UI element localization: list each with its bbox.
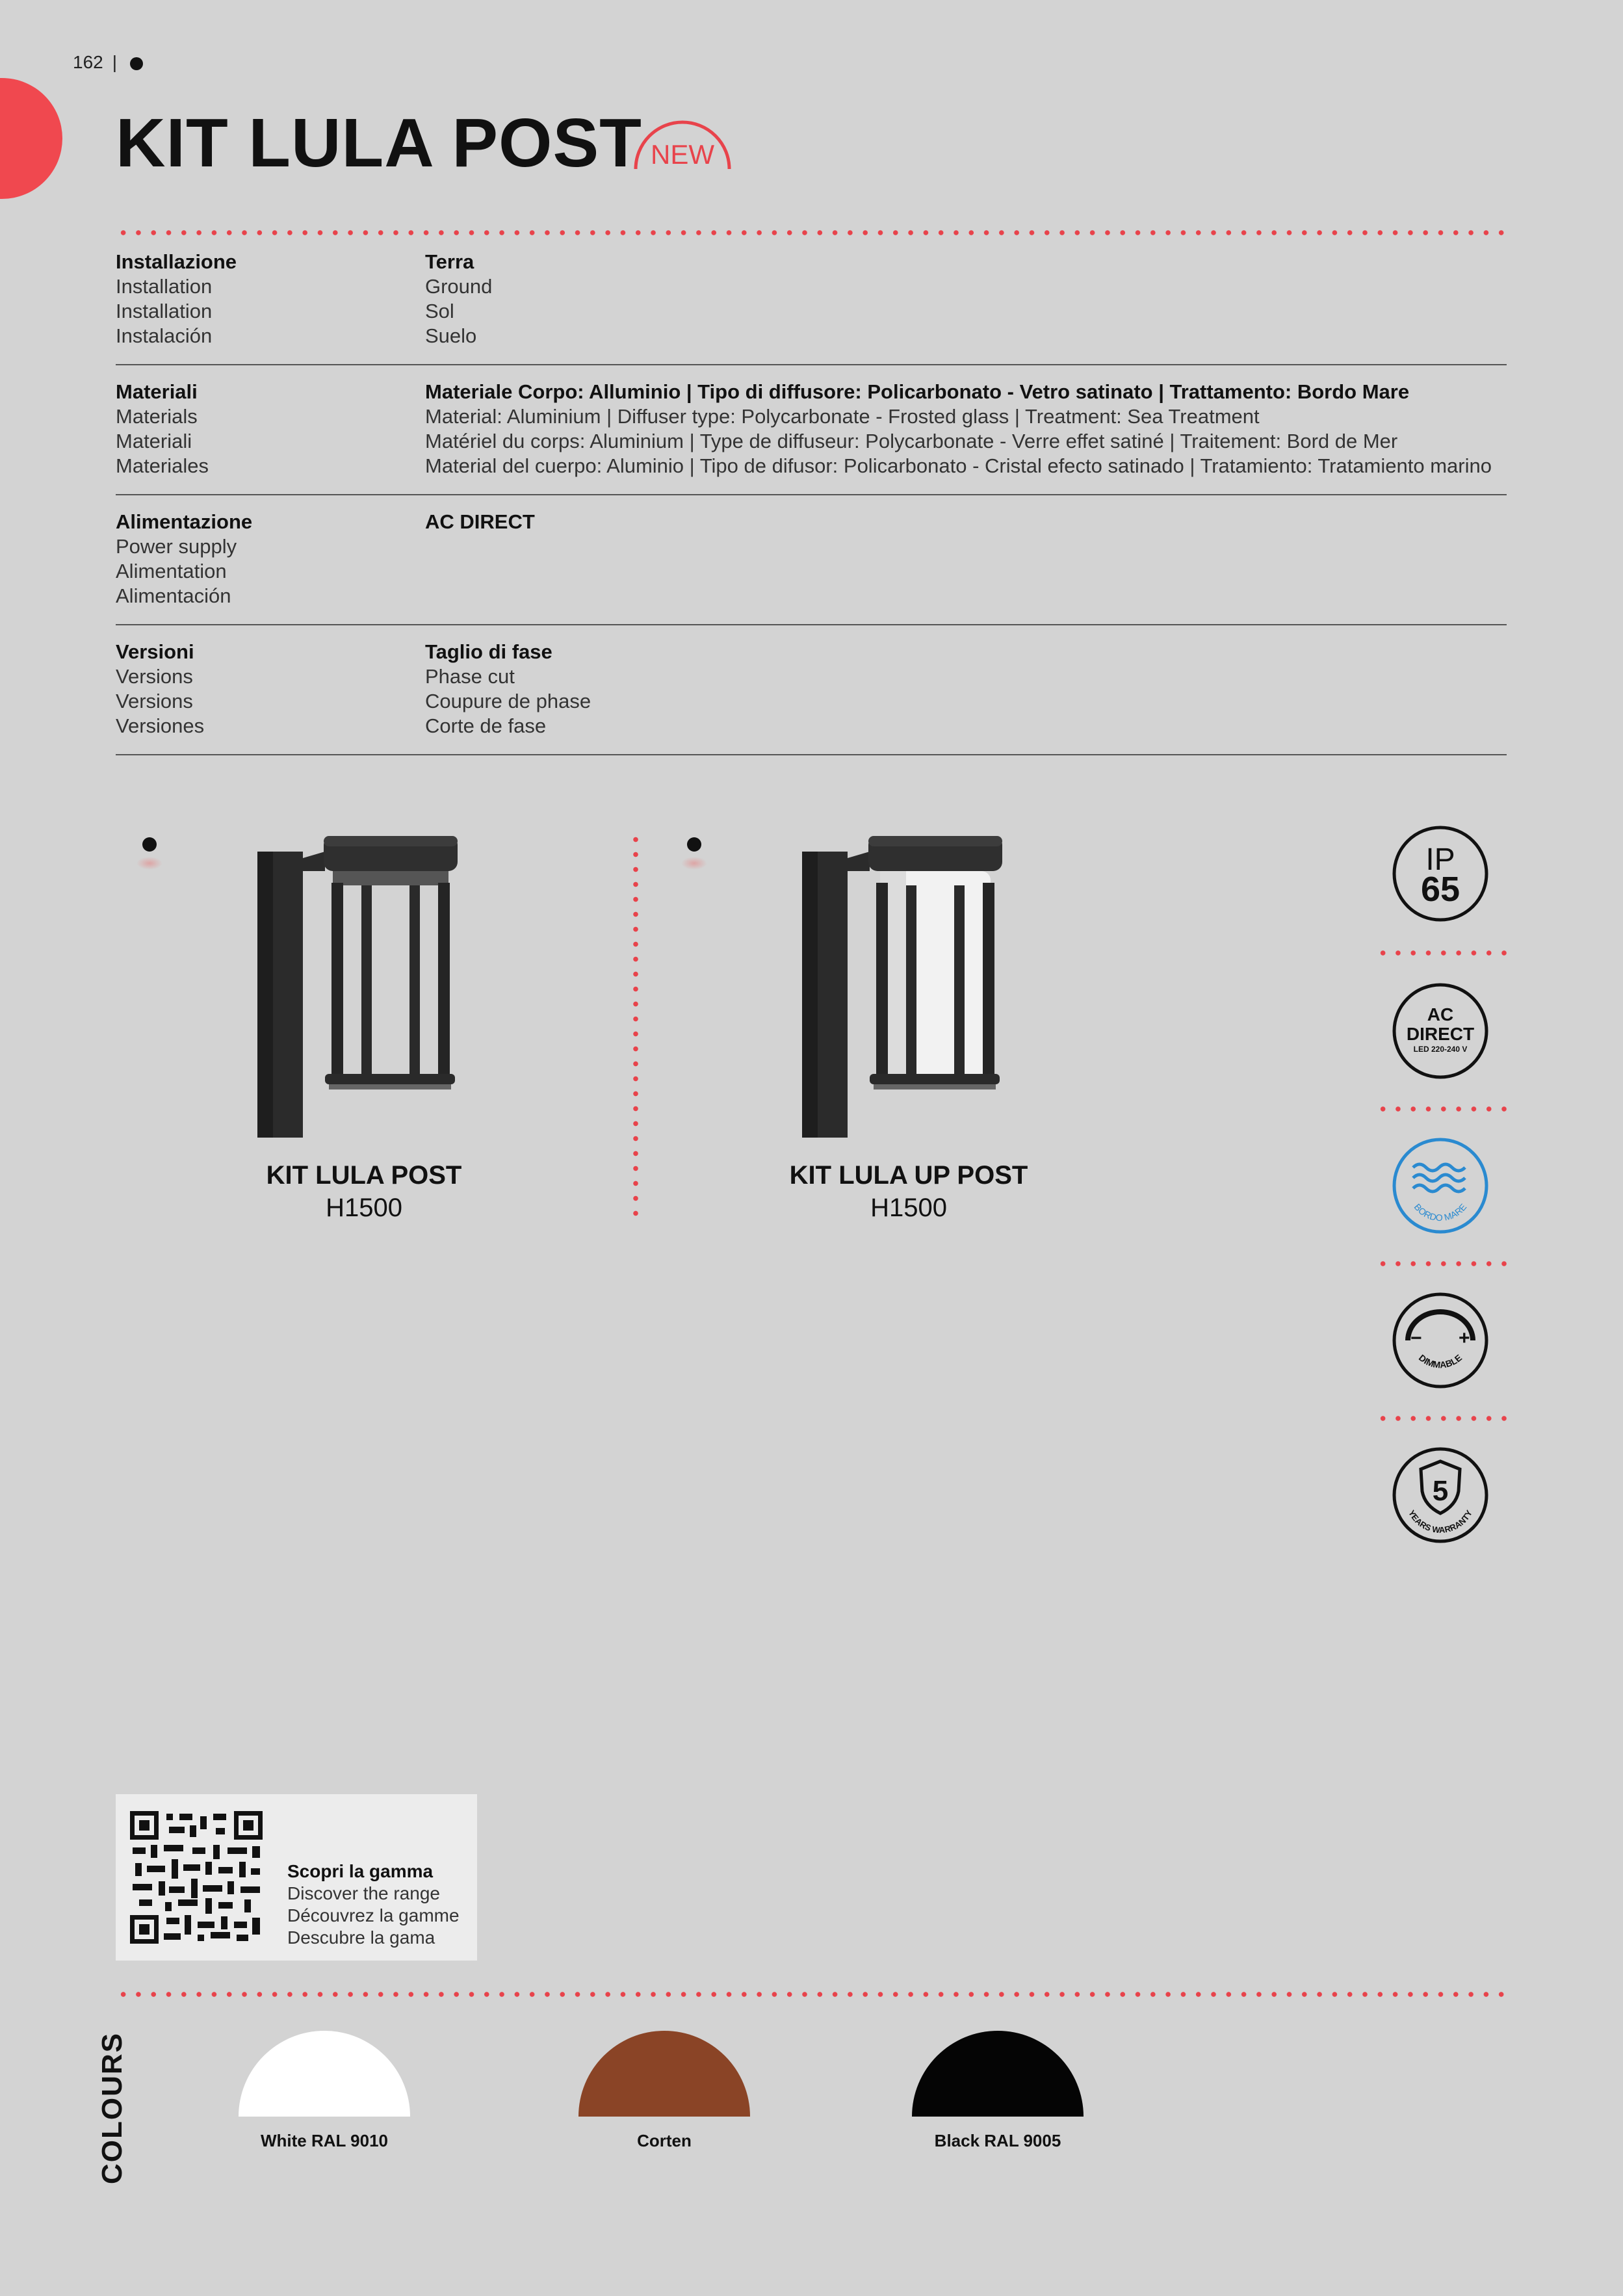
page-title: KIT LULA POST [116,105,642,181]
page-number-text: 162 [73,52,103,72]
svg-text:−: − [1410,1327,1422,1349]
qr-caption-line: Discover the range [287,1883,441,1903]
product-name-lula-post: KIT LULA POST [266,1161,462,1190]
svg-text:DIMMABLE [1417,1352,1464,1370]
spec-value: Coupure de phase [425,690,591,712]
spec-label: Alimentazione [116,510,253,533]
product-height-lula-post: H1500 [326,1194,402,1222]
spec-value: AC DIRECT [425,510,535,533]
spec-value: Taglio di fase [425,640,552,663]
bordo-mare-text: BORDO MARE [1412,1201,1469,1223]
ac-line2: DIRECT [1406,1024,1475,1044]
spec-label: Installation [116,275,213,298]
svg-text:+: + [1459,1327,1470,1349]
spec-label: Materiali [116,380,198,403]
dotted-divider-icon [1375,1106,1507,1112]
spec-labels [116,510,252,608]
spec-label: Alimentación [116,584,231,607]
product-name-lula-up-post: KIT LULA UP POST [789,1161,1028,1190]
dimmable-text: DIMMABLE [1416,1352,1464,1370]
spec-labels [116,380,209,478]
spec-label: Versions [116,665,193,688]
spec-value: Material del cuerpo: Aluminio | Tipo de difusor: Policarbonato - Cristal efecto satinado | Tratamiento: Tratamiento marino [425,454,1492,477]
lula-up-post-lamp-image [792,826,1019,1138]
spec-value: Corte de fase [425,714,547,737]
spec-label: Materiales [116,454,209,477]
spec-values [425,380,1492,478]
qr-caption-line: Scopri la gamma [287,1861,434,1881]
spec-value: Terra [425,250,474,273]
svg-text:BORDO MARE [1412,1201,1469,1223]
ac-line3: LED 220-240 V [1413,1045,1468,1054]
spec-labels [116,640,204,738]
ip65-icon [1391,824,1490,923]
spec-label: Installation [116,300,213,322]
new-badge-text: NEW [651,139,714,170]
ip-label: IP [1425,842,1455,877]
spec-label: Alimentation [116,560,227,582]
colour-swatch-corten[interactable] [578,2031,750,2117]
qr-caption-line: Descubre la gama [287,1927,435,1948]
page-dot [130,57,143,70]
dotted-divider-top [116,230,1507,235]
product-marker-dot [687,837,701,852]
colour-swatch-black[interactable] [912,2031,1084,2117]
colour-label-corten: Corten [637,2131,692,2150]
spec-row-power [116,510,1507,625]
ip-rating: 65 [1420,870,1461,909]
spec-values [425,250,492,348]
dotted-divider-icon [1375,1261,1507,1266]
dotted-divider-icon [1375,1416,1507,1421]
spec-row-installation [116,250,1507,365]
spec-value: Phase cut [425,665,515,688]
product-marker-glow [681,857,707,870]
dotted-divider-icon [1375,950,1507,956]
qr-caption-line: Découvrez la gamme [287,1905,460,1925]
spec-values [425,510,535,534]
spec-value: Ground [425,275,493,298]
warranty-text: YEARS WARRANTY [1407,1508,1474,1535]
qr-code-icon[interactable] [130,1811,263,1944]
spec-value: Suelo [425,324,477,347]
colour-swatch-white[interactable] [239,2031,410,2117]
spec-label: Versiones [116,714,205,737]
spec-value: Matériel du corps: Aluminium | Type de diffuseur: Polycarbonate - Verre effet satiné | Traitement: Bord de Mer [425,430,1398,452]
ac-direct-icon [1391,982,1490,1080]
spec-value: Sol [425,300,454,322]
red-half-circle-decoration [0,78,62,199]
five-year-warranty-shield-icon [1391,1446,1490,1545]
warranty-number: 5 [1432,1475,1449,1507]
product-marker-dot [142,837,157,852]
spec-value: Materiale Corpo: Alluminio | Tipo di diffusore: Policarbonato - Vetro satinato | Trattamento: Bordo Mare [425,380,1410,403]
spec-table [116,250,1507,757]
spec-labels [116,250,237,348]
spec-values [425,640,591,738]
lula-post-lamp-image [247,826,474,1138]
page-number [73,52,126,73]
spec-label: Installazione [116,250,237,273]
spec-label: Power supply [116,535,237,558]
new-badge [630,116,734,174]
ac-line1: AC [1427,1004,1454,1024]
dotted-divider-vertical [633,832,638,1222]
spec-label: Materiali [116,430,192,452]
dimmable-icon [1391,1291,1490,1390]
colour-label-white: White RAL 9010 [260,2131,388,2150]
spec-label: Materials [116,405,198,428]
spec-value: Material: Aluminium | Diffuser type: Polycarbonate - Frosted glass | Treatment: Sea Treatment [425,405,1260,428]
product-height-lula-up-post: H1500 [870,1194,947,1222]
product-marker-glow [136,857,162,870]
qr-caption [287,1860,460,1949]
spec-label: Versioni [116,640,194,663]
bordo-mare-waves-icon [1391,1136,1490,1235]
colours-heading: COLOURS [96,2032,128,2184]
dotted-divider-bottom [116,1992,1507,1997]
spec-row-materials [116,380,1507,495]
spec-label: Versions [116,690,193,712]
colour-label-black: Black RAL 9005 [934,2131,1061,2150]
page-separator: | [112,52,117,72]
spec-row-versions [116,640,1507,755]
spec-label: Instalación [116,324,213,347]
